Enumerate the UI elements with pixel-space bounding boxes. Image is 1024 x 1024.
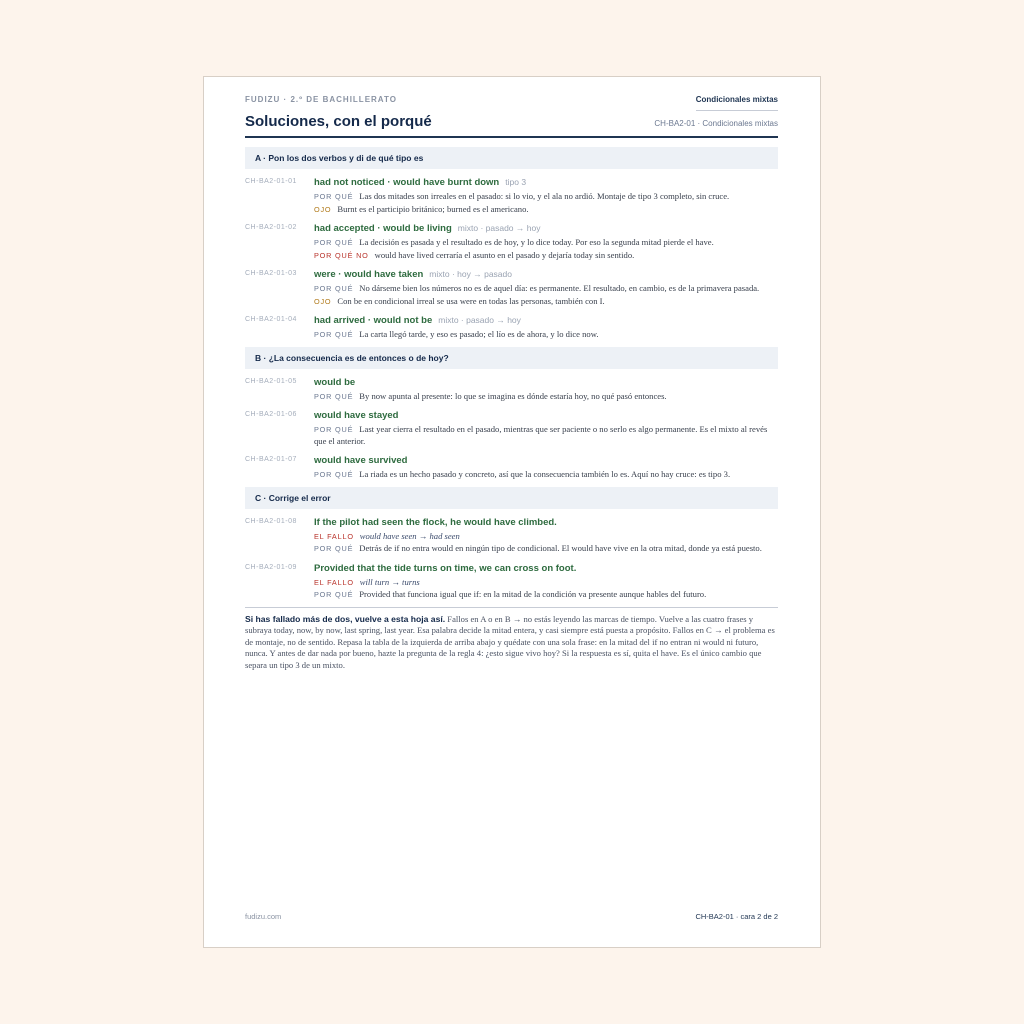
explanation-note bbox=[314, 191, 778, 203]
section-heading: C · Corrige el error bbox=[245, 487, 778, 509]
answer-text bbox=[314, 221, 778, 236]
answer-value: would be bbox=[314, 376, 356, 388]
note-text: Last year cierra el resultado en el pasado, mientras que ser paciente o no serlo es algo permanente. Es el mixto al revés que el anterior. bbox=[314, 424, 768, 446]
answer-value: If the pilot had seen the flock, he would have climbed. bbox=[314, 516, 557, 528]
answer-text bbox=[314, 375, 778, 390]
answer-text bbox=[314, 408, 778, 423]
advice-lead: Si has fallado más de dos, vuelve a esta hoja así. bbox=[245, 613, 446, 624]
page-title: Soluciones, con el porqué bbox=[245, 113, 432, 130]
solution-item bbox=[245, 453, 778, 481]
note-label: OJO bbox=[314, 296, 332, 306]
note-label: EL FALLO bbox=[314, 531, 354, 541]
sheet-code: CH-BA2-01 · Condicionales mixtas bbox=[654, 119, 778, 128]
topic-underline bbox=[696, 110, 778, 111]
explanation-note bbox=[314, 237, 778, 249]
answer-text bbox=[314, 267, 778, 282]
brand-label: FUDIZU · 2.º DE BACHILLERATO bbox=[245, 95, 397, 104]
answer-value: would have survived bbox=[314, 455, 408, 466]
note-text: Con be en condicional irreal se usa were en todas las personas, también con I. bbox=[337, 295, 605, 306]
note-text: La decisión es pasada y el resultado es de hoy, y lo dice today. Por eso la segunda mitad pierde el have. bbox=[359, 237, 714, 247]
answer-value: were · would have taken bbox=[314, 269, 424, 280]
advice-paragraph bbox=[245, 614, 778, 672]
explanation-note bbox=[314, 543, 778, 555]
note-label: POR QUÉ bbox=[314, 284, 354, 293]
answer-value: would have stayed bbox=[314, 410, 399, 421]
item-code: CH-BA2-01-07 bbox=[245, 456, 297, 463]
note-text: La carta llegó tarde, y eso es pasado; el lío es de ahora, y lo dice now. bbox=[359, 329, 599, 339]
section-heading: A · Pon los dos verbos y di de qué tipo es bbox=[245, 147, 778, 169]
answer-value: Provided that the tide turns on time, we can cross on foot. bbox=[314, 562, 577, 574]
explanation-note bbox=[314, 424, 778, 447]
explanation-note bbox=[314, 283, 778, 295]
note-text: would have seen → had seen bbox=[359, 530, 460, 541]
note-text: La riada es un hecho pasado y concreto, así que la consecuencia también lo es. Aquí no hay cruce: es tipo 3. bbox=[359, 469, 731, 479]
explanation-note bbox=[314, 577, 778, 589]
explanation-note bbox=[314, 296, 778, 308]
note-label: EL FALLO bbox=[314, 577, 354, 587]
note-label: POR QUÉ bbox=[314, 590, 354, 599]
solution-item bbox=[245, 375, 778, 403]
answer-value: had arrived · would not be bbox=[314, 315, 433, 326]
note-label: POR QUÉ bbox=[314, 330, 354, 339]
explanation-note bbox=[314, 391, 778, 403]
note-label: OJO bbox=[314, 204, 332, 214]
item-code: CH-BA2-01-03 bbox=[245, 270, 297, 277]
solution-item bbox=[245, 267, 778, 307]
note-label: POR QUÉ bbox=[314, 470, 354, 479]
item-code: CH-BA2-01-02 bbox=[245, 224, 297, 231]
note-label: POR QUÉ bbox=[314, 192, 354, 201]
item-code: CH-BA2-01-01 bbox=[245, 178, 297, 185]
advice-divider bbox=[245, 607, 778, 608]
answer-type: mixto · pasado → hoy bbox=[457, 223, 541, 233]
solution-item bbox=[245, 561, 778, 601]
answer-text bbox=[314, 453, 778, 468]
worksheet-page bbox=[203, 76, 821, 948]
answer-type: mixto · hoy → pasado bbox=[429, 269, 512, 279]
answer-text bbox=[314, 561, 778, 576]
answer-type: tipo 3 bbox=[505, 177, 527, 187]
note-text: will turn → turns bbox=[359, 576, 420, 587]
page-inner bbox=[245, 77, 778, 947]
note-text: would have lived cerraría el asunto en el pasado y dejaría today sin sentido. bbox=[374, 249, 635, 260]
explanation-note bbox=[314, 250, 778, 262]
note-text: Provided that funciona igual que if: en la mitad de la condición va presente aunque hables del futuro. bbox=[359, 589, 707, 599]
solution-item bbox=[245, 313, 778, 341]
item-code: CH-BA2-01-09 bbox=[245, 563, 297, 571]
explanation-note bbox=[314, 589, 778, 601]
solutions-content bbox=[245, 147, 778, 671]
solution-item bbox=[245, 175, 778, 215]
footer-site: fudizu.com bbox=[245, 912, 282, 921]
item-code: CH-BA2-01-08 bbox=[245, 517, 297, 525]
note-label: POR QUÉ bbox=[314, 425, 354, 434]
explanation-note bbox=[314, 204, 778, 216]
answer-text bbox=[314, 175, 778, 190]
answer-type: mixto · pasado → hoy bbox=[438, 315, 521, 325]
note-text: Burnt es el participio británico; burned es el americano. bbox=[337, 203, 529, 214]
solution-item bbox=[245, 221, 778, 261]
top-bar bbox=[245, 95, 778, 107]
note-text: No dárseme bien los números no es de aquel día: es permanente. El resultado, en cambio, es de la primavera pasada. bbox=[359, 283, 760, 293]
item-code: CH-BA2-01-05 bbox=[245, 377, 297, 385]
note-label: POR QUÉ bbox=[314, 544, 354, 553]
answer-text bbox=[314, 313, 778, 328]
note-text: Detrás de if no entra would en ningún tipo de condicional. El would have vive en la otra mitad, donde ya está puesto. bbox=[359, 543, 762, 553]
explanation-note bbox=[314, 469, 778, 481]
item-code: CH-BA2-01-06 bbox=[245, 411, 297, 418]
answer-value: had accepted · would be living bbox=[314, 223, 452, 234]
section-heading: B · ¿La consecuencia es de entonces o de hoy? bbox=[245, 347, 778, 369]
note-text: By now apunta al presente: lo que se imagina es dónde estaría hoy, no qué pasó entonces. bbox=[359, 390, 667, 401]
solution-item bbox=[245, 408, 778, 447]
solution-item bbox=[245, 515, 778, 555]
topic-label: Condicionales mixtas bbox=[695, 95, 778, 104]
answer-text bbox=[314, 515, 778, 530]
note-text: Las dos mitades son irreales en el pasado: si lo vio, y el ala no ardió. Montaje de tipo 3 completo, sin cruce. bbox=[359, 191, 730, 201]
note-label: POR QUÉ bbox=[314, 391, 354, 401]
note-label: POR QUÉ bbox=[314, 238, 354, 247]
explanation-note bbox=[314, 531, 778, 543]
explanation-note bbox=[314, 329, 778, 341]
answer-value: had not noticed · would have burnt down bbox=[314, 177, 500, 188]
advice-text: Fallos en A o en B → no estás leyendo las marcas de tiempo. Vuelve a las cuatro frases y subraya today, now, by now, last spring, last year. Esa palabra decide la mitad entera, y casi siempre está puesta a propósito. Fallos en C → el problema es de montaje, no de sentido. Repasa la tabla de la izquierda de arriba abajo y quédate con una sola frase: en la mitad del if no entran ni would ni futuro, nunca. Y antes de dar nada por bueno, hazte la pregunta de la regla 4: ¿esto sigue vivo hoy? Si la respuesta es sí, quita el have. Es el único cambio que separa un tipo 3 de un mixto. bbox=[245, 613, 775, 670]
footer-page-info: CH-BA2-01 · cara 2 de 2 bbox=[695, 912, 778, 921]
item-code: CH-BA2-01-04 bbox=[245, 316, 297, 323]
note-label: POR QUÉ NO bbox=[314, 250, 369, 260]
title-rule bbox=[245, 136, 778, 138]
